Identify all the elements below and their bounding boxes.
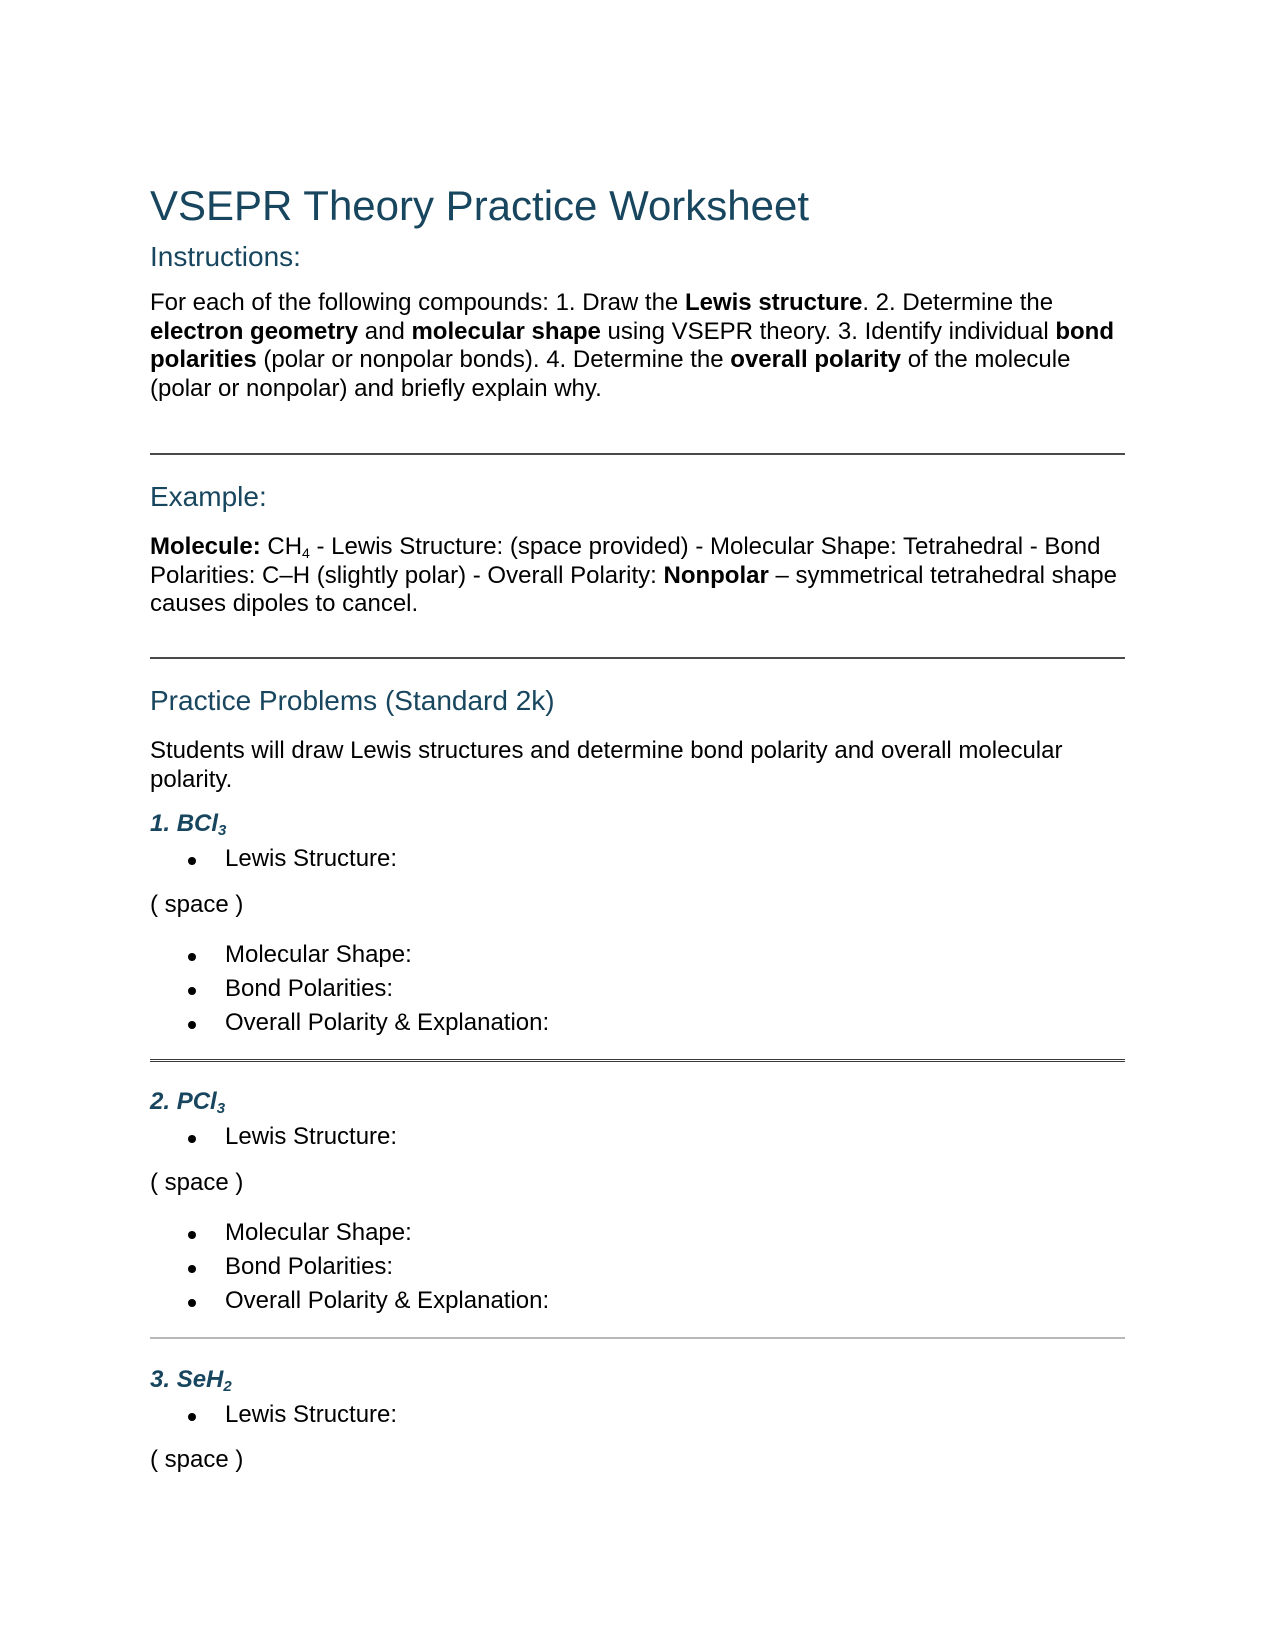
- bullet-icon: [188, 1231, 196, 1239]
- example-heading: Example:: [150, 481, 267, 512]
- problem-1-heading: 1. BCl$_3$: [150, 810, 227, 839]
- bullet-icon: [188, 1299, 196, 1307]
- list-item: Overall Polarity & Explanation:: [150, 1006, 1050, 1040]
- problem-3-lewis-list: [150, 1398, 1050, 1432]
- page-title: VSEPR Theory Practice Worksheet: [150, 182, 810, 229]
- section-divider: [150, 1059, 1125, 1064]
- instructions-text: For each of the following compounds: 1. Draw the Lewis structure. 2. Determine the electron geometry and molecular shape using VSEPR theory. 3. Identify individual bond polarities (polar or nonpolar bonds). 4. Determine the overall polarity of the molecule (polar or nonpolar) and briefly explain why.: [150, 289, 1114, 402]
- list-item: Bond Polarities:: [150, 972, 1050, 1006]
- example-label: Molecule:: [150, 533, 261, 560]
- answer-space: ( space ): [150, 1446, 244, 1473]
- problem-2-answer-list: [150, 1216, 1050, 1318]
- practice-heading: Practice Problems (Standard 2k): [150, 685, 555, 716]
- section-divider: [150, 1337, 1125, 1339]
- section-divider: [150, 657, 1125, 659]
- answer-space: ( space ): [150, 891, 244, 918]
- section-divider: [150, 453, 1125, 455]
- list-item: Molecular Shape:: [150, 938, 1050, 972]
- bullet-icon: [188, 1265, 196, 1273]
- example-formula: CH: [267, 533, 303, 560]
- problem-2-lewis-list: [150, 1120, 1050, 1154]
- list-item: Overall Polarity & Explanation:: [150, 1284, 1050, 1318]
- problem-1-answer-list: [150, 938, 1050, 1040]
- list-item: Lewis Structure:: [150, 842, 1050, 876]
- bullet-icon: [188, 1413, 196, 1421]
- problem-2-heading: 2. PCl$_3$: [150, 1088, 226, 1117]
- list-item: Bond Polarities:: [150, 1250, 1050, 1284]
- problem-3-heading: 3. SeH$_2$: [150, 1366, 232, 1395]
- bullet-icon: [188, 1021, 196, 1029]
- example-text: Molecule: $CH_4$ - Lewis Structure: (space provided) - Molecular Shape: Tetrahedral - Bond Polarities: C–H (slightly polar) - Overall Polarity: Nonpolar – symmetrical tetrahedral shape causes dipoles to cancel.: [150, 533, 1117, 617]
- instructions-heading: Instructions:: [150, 241, 301, 272]
- bullet-icon: [188, 987, 196, 995]
- answer-space: ( space ): [150, 1169, 244, 1196]
- list-item: Molecular Shape:: [150, 1216, 1050, 1250]
- problem-1-lewis-list: [150, 842, 1050, 876]
- list-item: Lewis Structure:: [150, 1398, 1050, 1432]
- practice-intro: Students will draw Lewis structures and determine bond polarity and overall molecular polarity.: [150, 737, 1063, 793]
- bullet-icon: [188, 857, 196, 865]
- bullet-icon: [188, 1135, 196, 1143]
- bullet-icon: [188, 953, 196, 961]
- list-item: Lewis Structure:: [150, 1120, 1050, 1154]
